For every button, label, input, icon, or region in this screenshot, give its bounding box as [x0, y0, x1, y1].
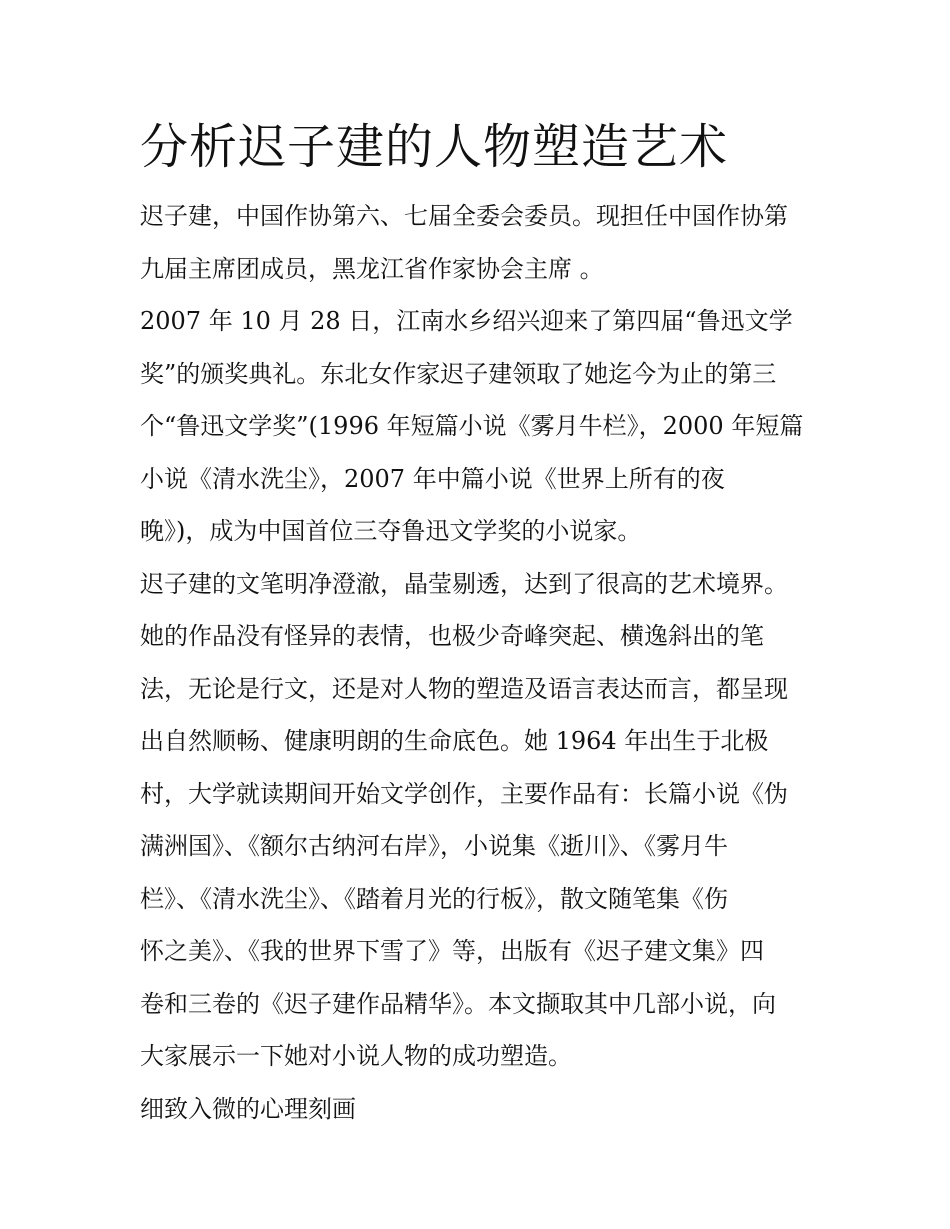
text-line: 栏》、《清水洗尘》、《踏着月光的行板》，散文随笔集《伤	[140, 884, 728, 913]
text-line: 大家展示一下她对小说人物的成功塑造。	[140, 1042, 572, 1070]
paragraph-award	[140, 295, 816, 558]
text-line: 怀之美》、《我的世界下雪了》等，出版有《迟子建文集》四	[140, 937, 764, 965]
text-line: 卷和三卷的《迟子建作品精华》。本文撷取其中几部小说，向	[140, 989, 776, 1018]
text-line: 小说《清水洗尘》，2007 年中篇小说《世界上所有的夜	[140, 464, 725, 493]
text-line: 九届主席团成员，黑龙江省作家协会主席 。	[140, 254, 604, 283]
text-line: 迟子建的文笔明净澄澈，晶莹剔透，达到了很高的艺术境界。	[140, 569, 788, 598]
document-title: 分析迟子建的人物塑造艺术	[140, 119, 729, 175]
text-line: 个“鲁迅文学奖”(1996 年短篇小说《雾月牛栏》，2000 年短篇	[140, 412, 804, 440]
text-line: 法，无论是行文，还是对人物的塑造及语言表达而言，都呈现	[140, 674, 788, 703]
section-heading-psychology	[140, 1083, 816, 1136]
text-line: 晚》)，成为中国首位三夺鲁迅文学奖的小说家。	[140, 517, 642, 545]
text-line: 她的作品没有怪异的表情，也极少奇峰突起、横逸斜出的笔	[140, 622, 764, 650]
document-page	[140, 112, 816, 1135]
paragraph-author-intro	[140, 190, 816, 295]
paragraph-style-and-works	[140, 558, 816, 1083]
text-line: 奖”的颁奖典礼。东北女作家迟子建领取了她迄今为止的第三	[140, 359, 777, 388]
text-line: 村，大学就读期间开始文学创作，主要作品有：长篇小说《伪	[140, 779, 788, 808]
text-line: 满洲国》、《额尔古纳河右岸》，小说集《逝川》、《雾月牛	[140, 832, 728, 860]
text-line: 迟子建，中国作协第六、七届全委会委员。现担任中国作协第	[140, 202, 788, 230]
text-line: 2007 年 10 月 28 日，江南水乡绍兴迎来了第四届“鲁迅文学	[140, 307, 793, 335]
text-line: 细致入微的心理刻画	[140, 1094, 356, 1123]
text-line: 出自然顺畅、健康明朗的生命底色。她 1964 年出生于北极	[140, 727, 769, 755]
